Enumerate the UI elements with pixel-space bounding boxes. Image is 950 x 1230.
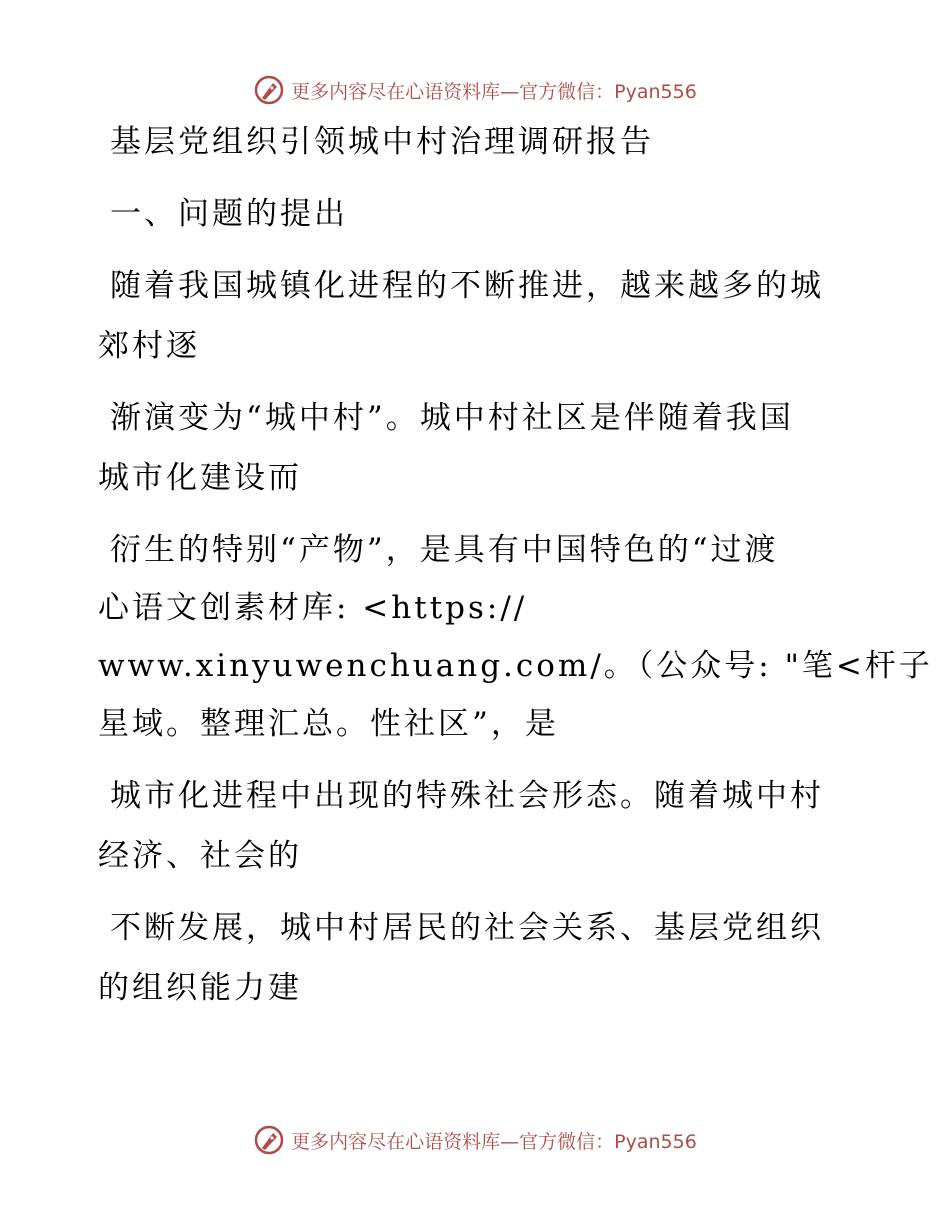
document-body: [98, 122, 933, 1040]
paragraph-line: 的组织能力建: [98, 970, 302, 1006]
paragraph-line: 城市化建设而: [98, 460, 302, 496]
watermark-text: 更多内容尽在心语资料库—官方微信：Pyan556: [291, 80, 697, 103]
paragraph-line: 不断发展，城中村居民的社会关系、基层党组织: [110, 910, 824, 946]
paragraph-line: 渐演变为“城中村”。城中村社区是伴随着我国: [110, 400, 794, 436]
paragraph: [98, 266, 838, 366]
watermark-text: 更多内容尽在心语资料库—官方微信：Pyan556: [291, 1130, 697, 1153]
paragraph: [98, 908, 838, 1008]
paragraph: [98, 530, 933, 744]
pen-nib-logo-icon: [253, 74, 285, 106]
paragraph: [98, 398, 838, 498]
paragraph-line: 经济、社会的: [98, 838, 302, 874]
paragraph-line: www.xinyuwenchuang.com/。（公众号: "笔<杆子: [98, 648, 933, 684]
paragraph-line: 郊村逐: [98, 328, 200, 364]
paragraph-line: 衍生的特别“产物”，是具有中国特色的“过渡: [110, 532, 779, 568]
watermark-banner-bottom: [0, 1120, 950, 1160]
paragraph-line: 心语文创素材库: <https://: [98, 590, 528, 626]
pen-nib-logo-icon: [253, 1124, 285, 1156]
section-heading: 一、问题的提出: [110, 196, 348, 232]
paragraph: [98, 776, 838, 876]
document-title: 基层党组织引领城中村治理调研报告: [110, 124, 654, 160]
paragraph-line: 城市化进程中出现的特殊社会形态。随着城中村: [110, 778, 824, 814]
paragraph-line: 星域。整理汇总。性社区”，是: [98, 706, 559, 742]
paragraph-line: 随着我国城镇化进程的不断推进，越来越多的城: [110, 268, 824, 304]
watermark-banner-top: [0, 70, 950, 110]
